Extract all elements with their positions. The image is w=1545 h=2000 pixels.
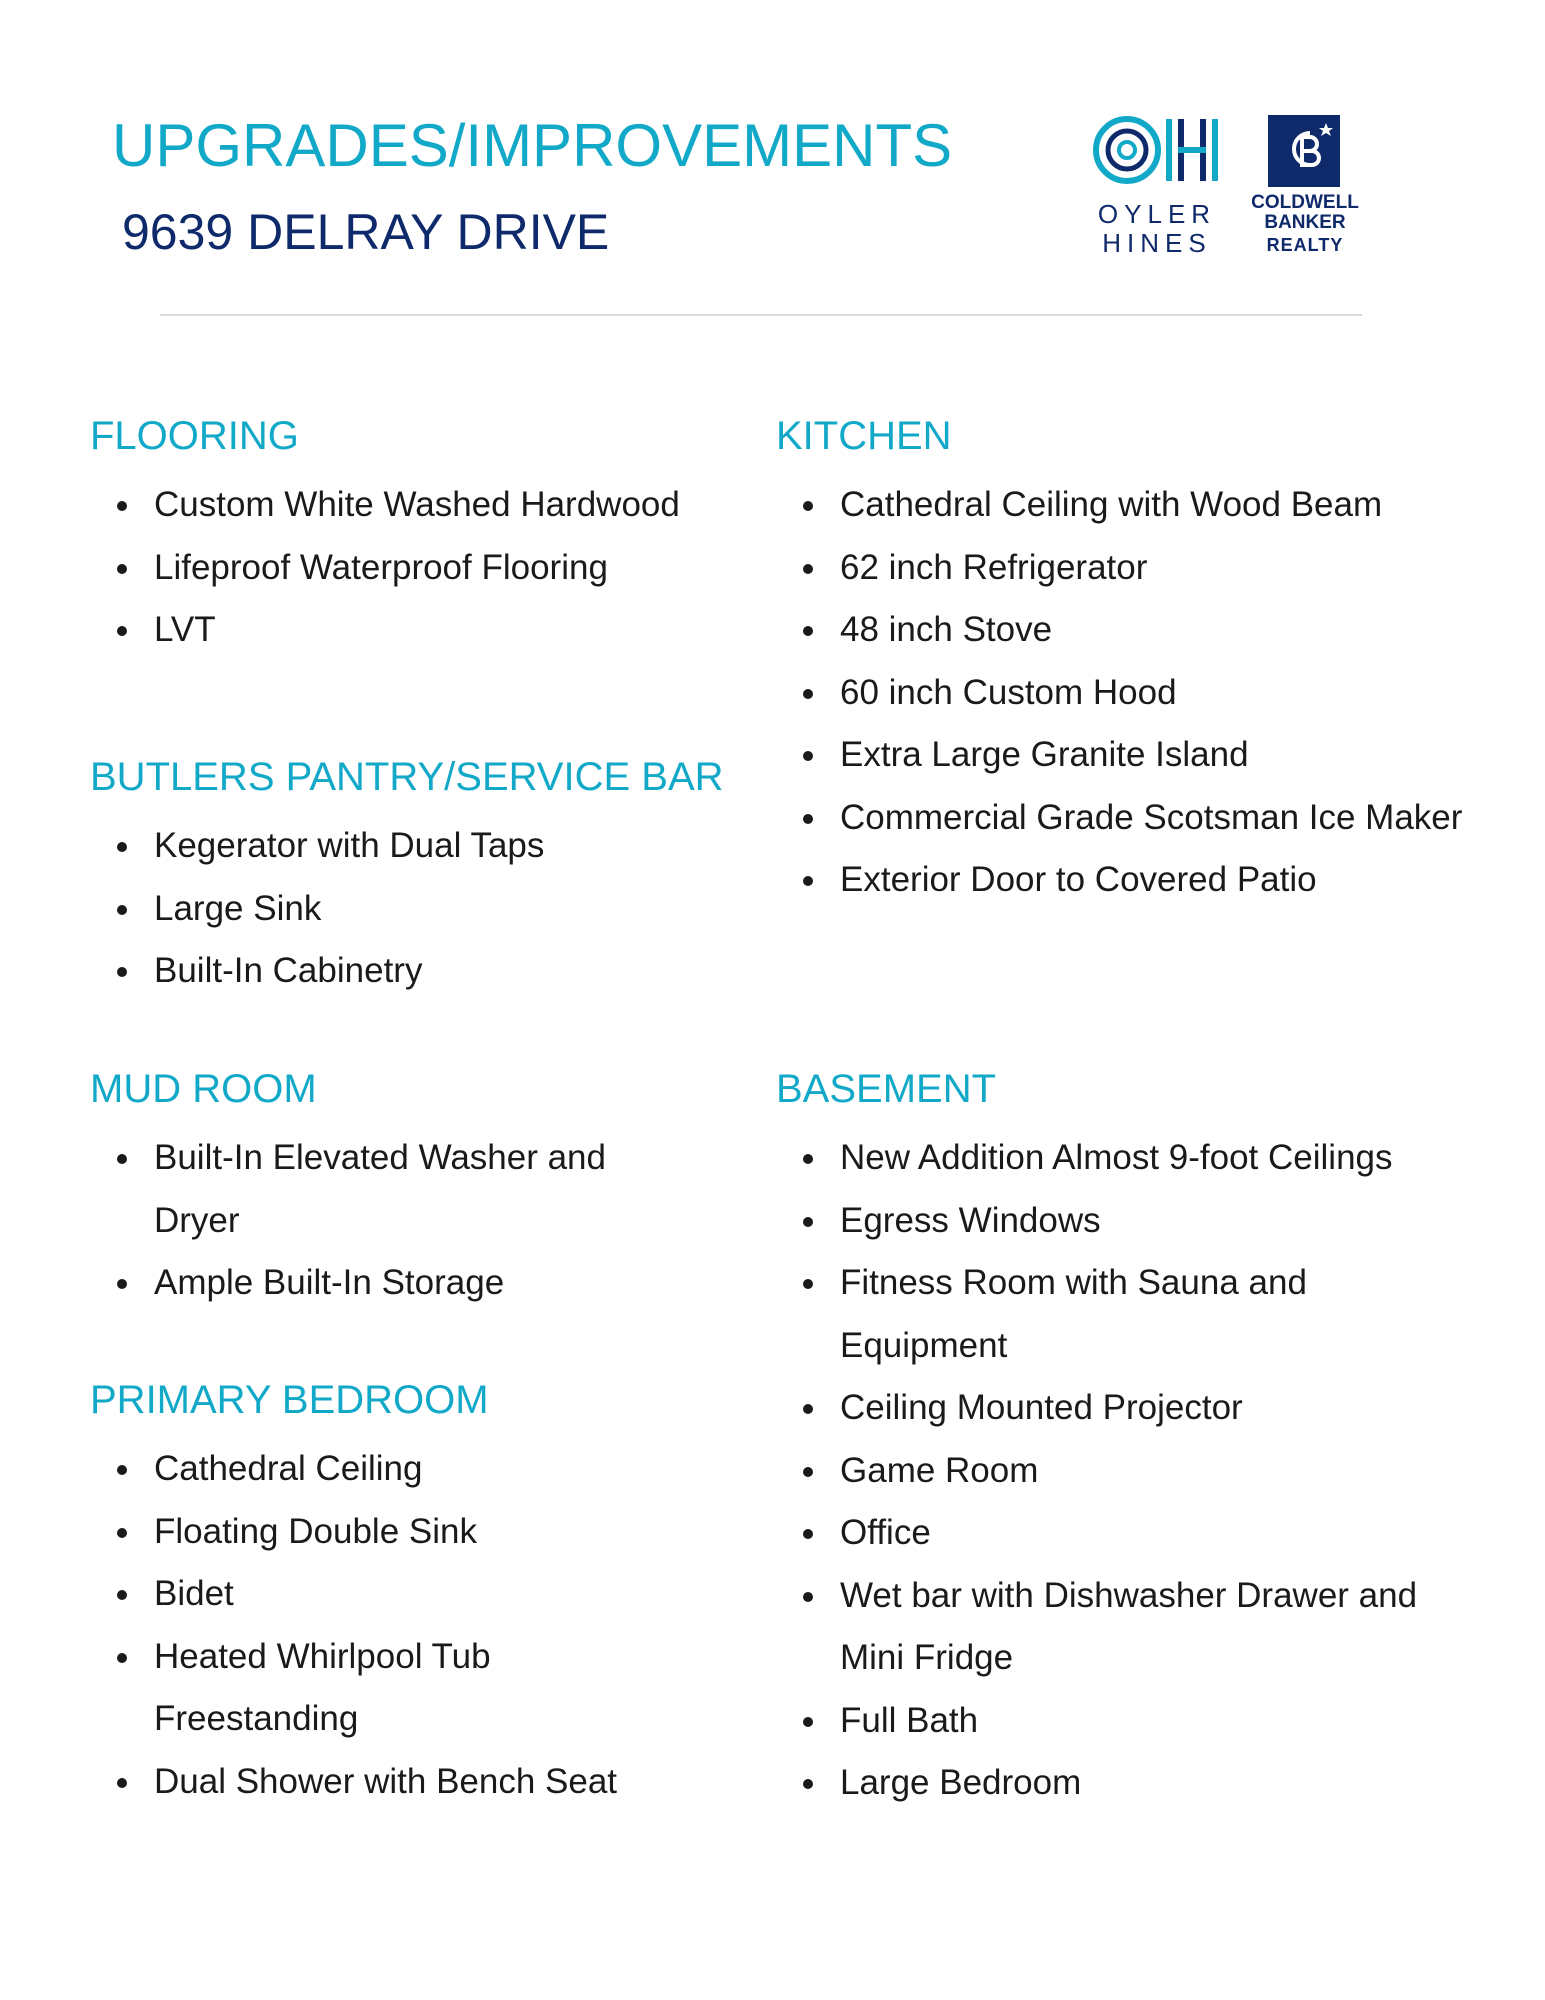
page-title: UPGRADES/IMPROVEMENTS: [112, 112, 953, 179]
header-divider: [160, 314, 1362, 316]
section-heading: FLOORING: [90, 414, 299, 458]
list-item: 48 inch Stove: [776, 599, 1466, 662]
section-basement: [776, 1069, 1466, 1815]
list-item: Heated Whirlpool Tub Freestanding: [90, 1626, 680, 1751]
list-item: Wet bar with Dishwasher Drawer and Mini Fridge: [776, 1565, 1466, 1690]
list-item: 60 inch Custom Hood: [776, 662, 1466, 725]
section-butlers-pantry: [90, 757, 730, 1003]
oh-monogram-icon: [1092, 115, 1222, 185]
oyler-hines-logo: [1092, 115, 1222, 260]
section-primary-bedroom: [90, 1380, 680, 1813]
section-heading: MUD ROOM: [90, 1067, 317, 1111]
list-item: Commercial Grade Scotsman Ice Maker: [776, 787, 1466, 850]
list-item: Game Room: [776, 1440, 1466, 1503]
oyler-text: OYLER: [1097, 199, 1217, 229]
section-heading: PRIMARY BEDROOM: [90, 1378, 489, 1422]
section-heading: BASEMENT: [776, 1067, 997, 1111]
list-item: Egress Windows: [776, 1190, 1466, 1253]
list-item: Extra Large Granite Island: [776, 724, 1466, 787]
list-item: Large Sink: [90, 878, 730, 941]
list-item: Dual Shower with Bench Seat: [90, 1751, 680, 1814]
list-item: Built-In Elevated Washer and Dryer: [90, 1127, 680, 1252]
list-item: Floating Double Sink: [90, 1501, 680, 1564]
list-item: Large Bedroom: [776, 1752, 1466, 1815]
list-item: Cathedral Ceiling: [90, 1438, 680, 1501]
list-item: Ceiling Mounted Projector: [776, 1377, 1466, 1440]
coldwell-text: COLDWELL: [1251, 192, 1359, 213]
list-item: Built-In Cabinetry: [90, 940, 730, 1003]
realty-text: REALTY: [1266, 235, 1344, 255]
coldwell-banker-logo: [1242, 115, 1368, 260]
list-item: Kegerator with Dual Taps: [90, 815, 730, 878]
list-item: Ample Built-In Storage: [90, 1252, 680, 1315]
section-mud-room: [90, 1069, 680, 1315]
section-heading: BUTLERS PANTRY/SERVICE BAR: [90, 755, 724, 799]
list-item: Fitness Room with Sauna and Equipment: [776, 1252, 1466, 1377]
list-item: Office: [776, 1502, 1466, 1565]
property-address: 9639 DELRAY DRIVE: [122, 204, 610, 260]
list-item: 62 inch Refrigerator: [776, 537, 1466, 600]
list-item: Bidet: [90, 1563, 680, 1626]
list-item: Custom White Washed Hardwood: [90, 474, 680, 537]
list-item: Exterior Door to Covered Patio: [776, 849, 1466, 912]
cb-monogram-icon: [1268, 115, 1340, 187]
hines-text: HINES: [1102, 228, 1212, 258]
list-item: Lifeproof Waterproof Flooring: [90, 537, 680, 600]
list-item: Full Bath: [776, 1690, 1466, 1753]
list-item: Cathedral Ceiling with Wood Beam: [776, 474, 1466, 537]
section-kitchen: [776, 416, 1466, 912]
section-heading: KITCHEN: [776, 414, 952, 458]
list-item: New Addition Almost 9-foot Ceilings: [776, 1127, 1466, 1190]
list-item: LVT: [90, 599, 680, 662]
banker-text: BANKER: [1264, 212, 1346, 233]
section-flooring: [90, 416, 680, 662]
